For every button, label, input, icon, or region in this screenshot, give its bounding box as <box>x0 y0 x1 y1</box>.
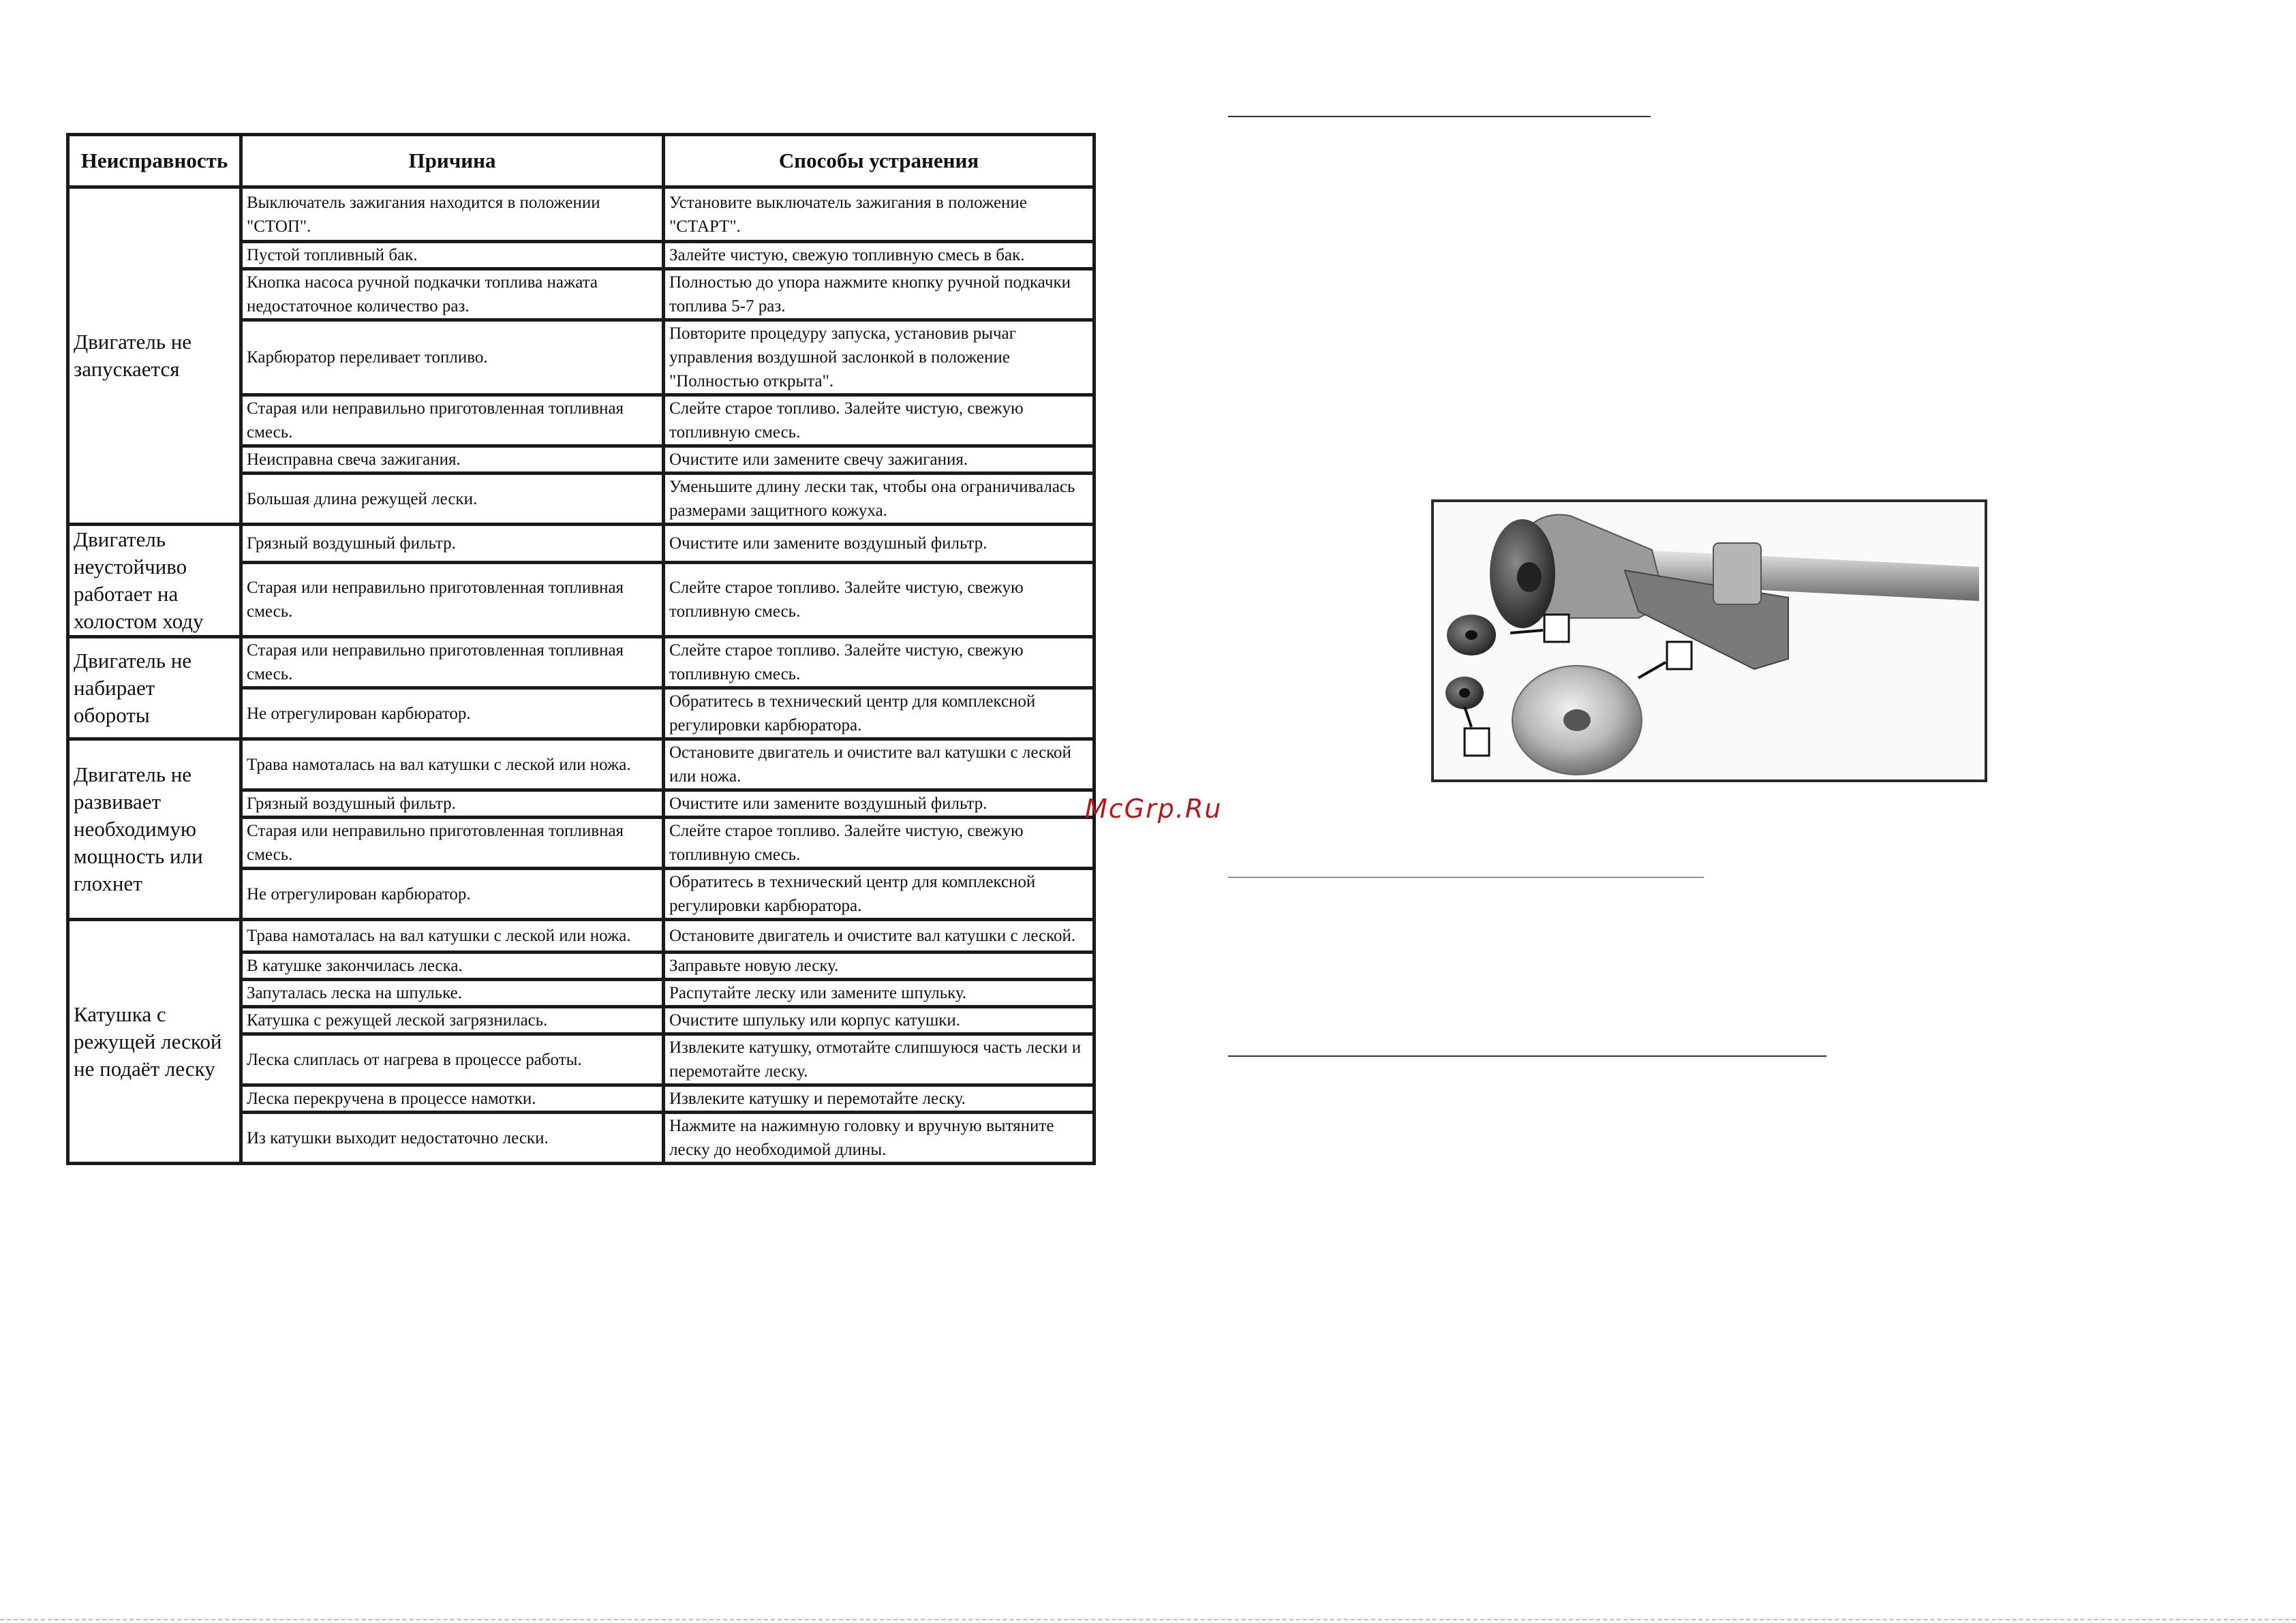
callout-box-2 <box>1667 642 1692 669</box>
remedy-cell: Очистите или замените воздушный фильтр. <box>664 790 1095 818</box>
cause-cell: Неисправна свеча зажигания. <box>241 446 664 474</box>
cause-cell: Не отрегулирован карбюратор. <box>241 869 664 920</box>
remedy-cell: Установите выключатель зажигания в положение "СТАРТ". <box>664 187 1095 242</box>
fault-cell: Двигатель не запускается <box>68 187 241 525</box>
table-row <box>68 920 1095 953</box>
shaft-clamp <box>1713 543 1761 604</box>
remedy-cell: Слейте старое топливо. Залейте чистую, свежую топливную смесь. <box>664 637 1095 688</box>
callout-box-1 <box>1544 615 1569 642</box>
header-remedy: Способы устранения <box>664 135 1095 187</box>
trimmer-head-illustration <box>1434 502 1985 779</box>
table-row <box>68 637 1095 688</box>
remedy-cell: Остановите двигатель и очистите вал катушки с леской. <box>664 920 1095 953</box>
header-cause: Причина <box>241 135 664 187</box>
remedy-cell: Очистите или замените свечу зажигания. <box>664 446 1095 474</box>
fault-cell: Двигатель не развивает необходимую мощность или глохнет <box>68 739 241 920</box>
cause-cell: Грязный воздушный фильтр. <box>241 790 664 818</box>
remedy-cell: Извлеките катушку, отмотайте слипшуюся часть лески и перемотайте леску. <box>664 1034 1095 1085</box>
remedy-cell: Уменьшите длину лески так, чтобы она ограничивалась размерами защитного кожуха. <box>664 474 1095 525</box>
section-rule-middle <box>1228 877 1704 878</box>
cause-cell: Из катушки выходит недостаточно лески. <box>241 1113 664 1164</box>
cause-cell: Трава намоталась на вал катушки с леской или ножа. <box>241 739 664 790</box>
remedy-cell: Извлеките катушку и перемотайте леску. <box>664 1085 1095 1113</box>
remedy-cell: Нажмите на нажимную головку и вручную вытяните леску до необходимой длины. <box>664 1113 1095 1164</box>
table-row <box>68 187 1095 242</box>
remedy-cell: Распутайте леску или замените шпульку. <box>664 980 1095 1007</box>
table-row <box>68 739 1095 790</box>
cause-cell: Карбюратор переливает топливо. <box>241 320 664 395</box>
remedy-cell: Слейте старое топливо. Залейте чистую, свежую топливную смесь. <box>664 818 1095 869</box>
remedy-cell: Очистите шпульку или корпус катушки. <box>664 1007 1095 1034</box>
cause-cell: Грязный воздушный фильтр. <box>241 525 664 563</box>
remedy-cell: Повторите процедуру запуска, установив рычаг управления воздушной заслонкой в положение "Полностью открыта". <box>664 320 1095 395</box>
table-row <box>68 525 1095 563</box>
remedy-cell: Слейте старое топливо. Залейте чистую, свежую топливную смесь. <box>664 395 1095 446</box>
section-rule-top <box>1228 116 1651 117</box>
section-rule-bottom <box>1228 1055 1826 1057</box>
cause-cell: Не отрегулирован карбюратор. <box>241 688 664 739</box>
trimmer-head-figure <box>1431 499 1987 782</box>
cause-cell: Старая или неправильно приготовленная топливная смесь. <box>241 637 664 688</box>
fault-cell: Катушка с режущей леской не подаёт леску <box>68 920 241 1164</box>
cause-cell: Кнопка насоса ручной подкачки топлива нажата недостаточное количество раз. <box>241 269 664 320</box>
cause-cell: Старая или неправильно приготовленная топливная смесь. <box>241 818 664 869</box>
cause-cell: Старая или неправильно приготовленная топливная смесь. <box>241 562 664 636</box>
cause-cell: Трава намоталась на вал катушки с леской или ножа. <box>241 920 664 953</box>
remedy-cell: Обратитесь в технический центр для комплексной регулировки карбюратора. <box>664 869 1095 920</box>
page-bottom-edge <box>0 1619 2296 1620</box>
table-header-row <box>68 135 1095 187</box>
remedy-cell: Слейте старое топливо. Залейте чистую, свежую топливную смесь. <box>664 562 1095 636</box>
troubleshooting-table <box>66 133 1096 1165</box>
cause-cell: В катушке закончилась леска. <box>241 953 664 980</box>
callout-box-3 <box>1465 728 1489 756</box>
cause-cell: Леска перекручена в процессе намотки. <box>241 1085 664 1113</box>
remedy-cell: Заправьте новую леску. <box>664 953 1095 980</box>
cause-cell: Запуталась леска на шпульке. <box>241 980 664 1007</box>
fault-cell: Двигатель не набирает обороты <box>68 637 241 739</box>
fault-cell: Двигатель неустойчиво работает на холостом ходу <box>68 525 241 637</box>
cause-cell: Леска слиплась от нагрева в процессе работы. <box>241 1034 664 1085</box>
table-body <box>68 187 1095 1164</box>
cause-cell: Большая длина режущей лески. <box>241 474 664 525</box>
remedy-cell: Очистите или замените воздушный фильтр. <box>664 525 1095 563</box>
cause-cell: Катушка с режущей леской загрязнилась. <box>241 1007 664 1034</box>
cause-cell: Пустой топливный бак. <box>241 242 664 269</box>
header-fault: Неисправность <box>68 135 241 187</box>
cause-cell: Выключатель зажигания находится в положении "СТОП". <box>241 187 664 242</box>
remedy-cell: Полностью до упора нажмите кнопку ручной подкачки топлива 5-7 раз. <box>664 269 1095 320</box>
remedy-cell: Залейте чистую, свежую топливную смесь в бак. <box>664 242 1095 269</box>
remedy-cell: Остановите двигатель и очистите вал катушки с леской или ножа. <box>664 739 1095 790</box>
watermark[interactable]: McGrp.Ru <box>1085 794 1223 824</box>
remedy-cell: Обратитесь в технический центр для комплексной регулировки карбюратора. <box>664 688 1095 739</box>
cause-cell: Старая или неправильно приготовленная топливная смесь. <box>241 395 664 446</box>
